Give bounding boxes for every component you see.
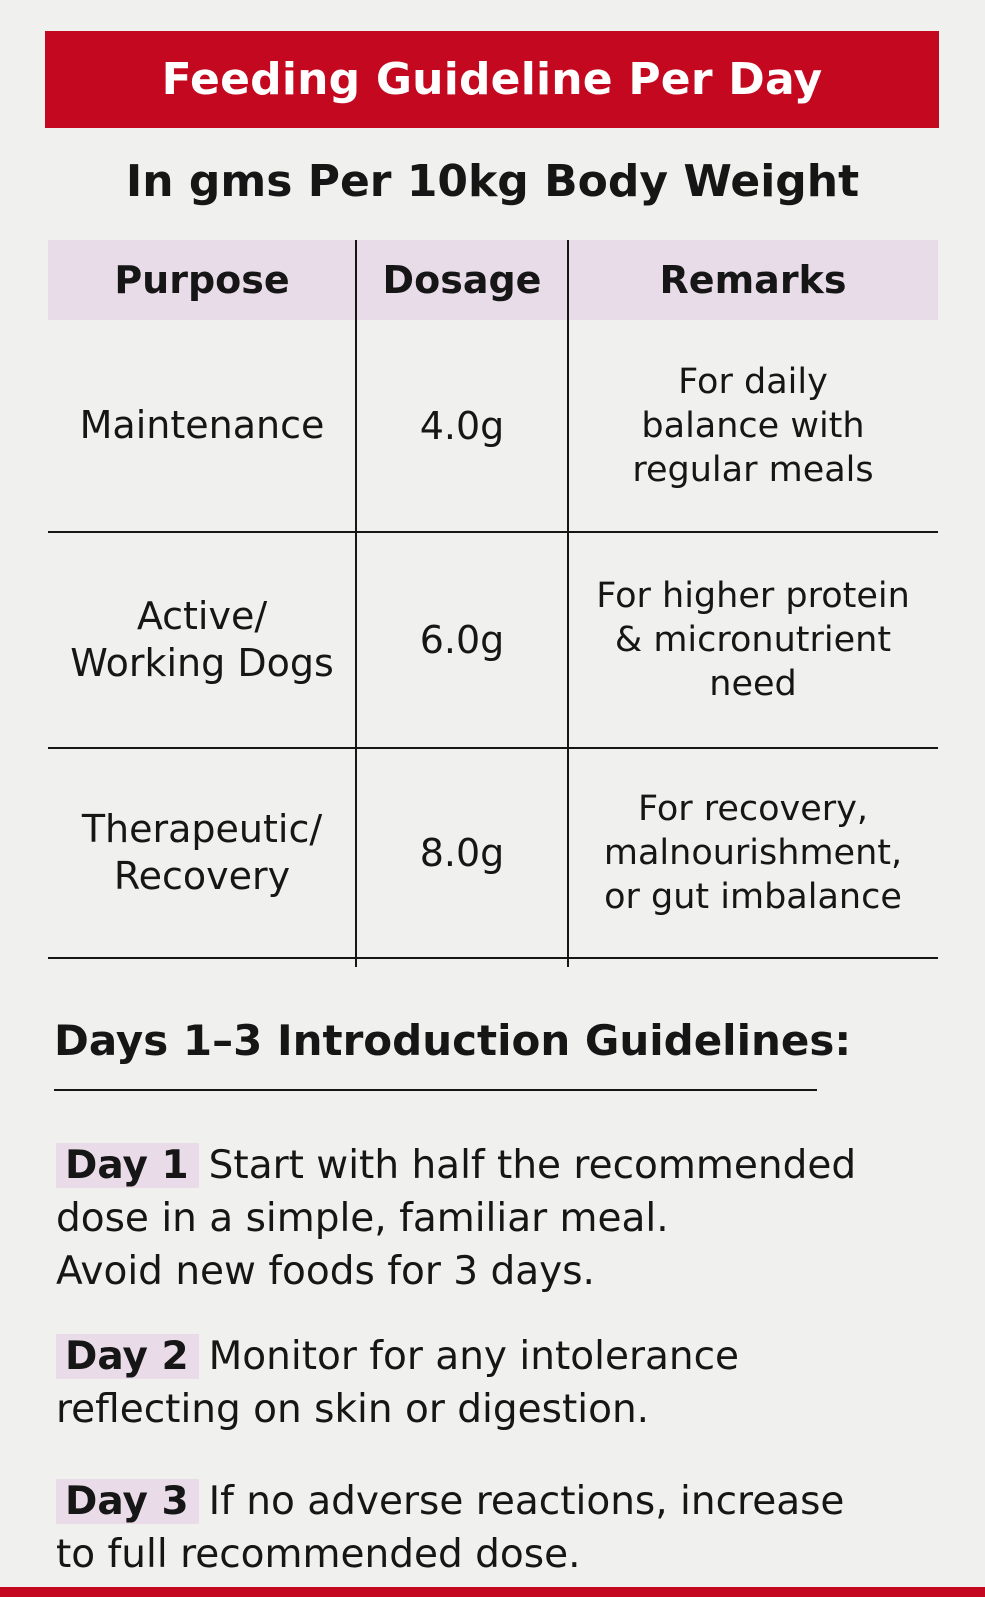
purpose-cell	[48, 533, 356, 747]
purpose-line: Maintenance	[79, 403, 325, 447]
remarks-line: For recovery,	[637, 789, 869, 829]
dosage-cell: 8.0g	[419, 831, 505, 875]
day-text-line: Start with half the recommended	[208, 1143, 857, 1188]
header-remarks: Remarks	[659, 258, 847, 302]
day-3-guideline	[56, 1475, 941, 1581]
heading-divider	[54, 1089, 817, 1091]
remarks-cell	[568, 533, 938, 747]
day-label: Day 2	[56, 1334, 199, 1379]
page-subtitle: In gms Per 10kg Body Weight	[125, 156, 860, 207]
dosage-cell: 4.0g	[419, 403, 505, 448]
day-text-line: reflecting on skin or digestion.	[56, 1387, 650, 1432]
day-label: Day 3	[56, 1479, 199, 1524]
remarks-line: For daily	[678, 361, 828, 402]
header-purpose: Purpose	[114, 258, 290, 302]
purpose-cell	[48, 749, 356, 957]
remarks-line: For higher protein	[596, 576, 910, 616]
day-text-line: to full recommended dose.	[56, 1532, 581, 1577]
table-row	[48, 749, 938, 959]
table-row	[48, 320, 938, 533]
bottom-accent-bar	[0, 1587, 985, 1597]
purpose-cell	[48, 320, 356, 531]
header-dosage: Dosage	[382, 258, 542, 302]
intro-heading: Days 1–3 Introduction Guidelines:	[54, 1016, 852, 1065]
remarks-cell	[568, 749, 938, 957]
day-text-line: If no adverse reactions, increase	[208, 1479, 845, 1524]
feeding-table	[48, 240, 938, 959]
remarks-line: regular meals	[632, 449, 874, 490]
day-text-line: dose in a simple, familiar meal.	[56, 1196, 669, 1241]
purpose-line: Recovery	[113, 854, 291, 898]
table-header-row	[48, 240, 938, 320]
day-label: Day 1	[56, 1143, 199, 1188]
remarks-line: or gut imbalance	[604, 877, 902, 917]
page-title: Feeding Guideline Per Day	[161, 54, 823, 105]
dosage-cell: 6.0g	[419, 618, 505, 662]
day-2-guideline	[56, 1330, 941, 1436]
day-text-line: Monitor for any intolerance	[208, 1334, 740, 1379]
day-1-guideline	[56, 1139, 941, 1298]
remarks-cell	[568, 320, 938, 531]
remarks-line: need	[709, 664, 797, 704]
day-text-line: Avoid new foods for 3 days.	[56, 1249, 595, 1294]
column-divider	[567, 240, 569, 967]
purpose-line: Therapeutic/	[81, 807, 323, 851]
remarks-line: & micronutrient	[614, 620, 892, 660]
remarks-line: balance with	[641, 405, 865, 446]
purpose-line: Active/	[136, 594, 268, 638]
table-row	[48, 533, 938, 749]
purpose-line: Working Dogs	[70, 641, 334, 685]
column-divider	[355, 240, 357, 967]
page-title-banner	[45, 31, 939, 128]
remarks-line: malnourishment,	[603, 833, 903, 873]
